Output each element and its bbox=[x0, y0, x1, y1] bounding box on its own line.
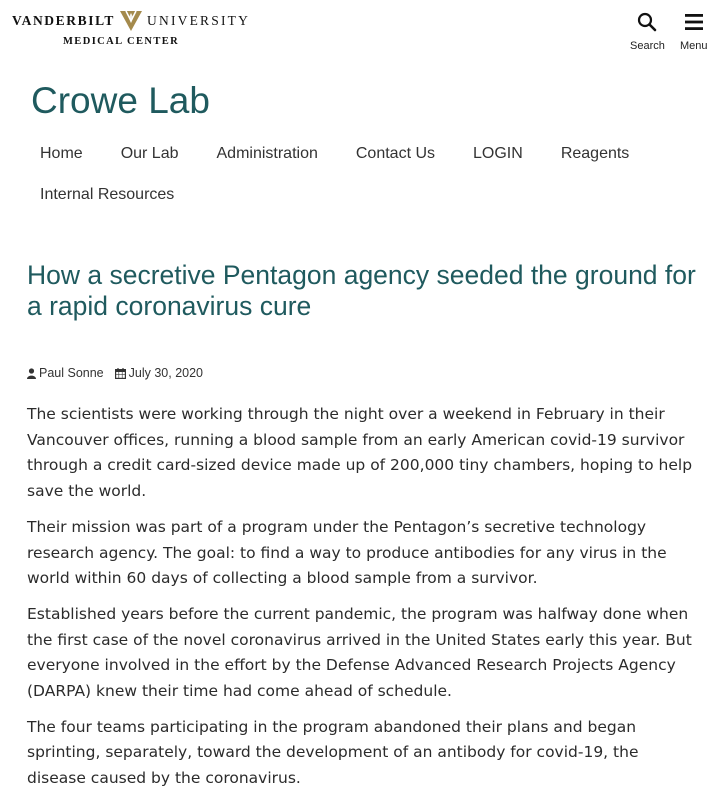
search-button[interactable] bbox=[630, 12, 665, 52]
article-date: July 30, 2020 bbox=[128, 366, 203, 380]
article-title: How a secretive Pentagon agency seeded the ground for a rapid coronavirus cure bbox=[27, 260, 696, 321]
nav-item-internal-resources[interactable]: Internal Resources bbox=[40, 186, 175, 203]
site-header bbox=[0, 0, 713, 70]
nav-item-our-lab[interactable]: Our Lab bbox=[120, 145, 179, 162]
search-icon bbox=[637, 12, 657, 32]
vanderbilt-v-oak-leaf-icon bbox=[119, 10, 143, 32]
search-label: Search bbox=[630, 40, 665, 52]
article-body bbox=[27, 402, 702, 802]
logo-word-university: UNIVERSITY bbox=[147, 13, 251, 28]
nav-item-administration[interactable]: Administration bbox=[216, 145, 318, 162]
article-author: Paul Sonne bbox=[39, 366, 104, 380]
nav-item-home[interactable]: Home bbox=[40, 145, 83, 162]
menu-label: Menu bbox=[680, 40, 708, 52]
article-paragraph: Established years before the current pandemic, the program was halfway done when the first case of the novel coronavirus arrived in the United States early this year. But everyone involved in the effort by the Defense Advanced Research Projects Agency (DARPA) knew their time had come ahead of schedule. bbox=[27, 604, 692, 701]
article-date-wrap bbox=[115, 366, 203, 380]
site-title[interactable]: Crowe Lab bbox=[31, 80, 210, 121]
article-paragraph: The four teams participating in the program abandoned their plans and began sprinting, separately, toward the development of an antibody for covid-19, the disease caused by the coronavirus. bbox=[27, 717, 639, 788]
vanderbilt-logo[interactable] bbox=[12, 10, 250, 47]
hamburger-menu-icon bbox=[684, 12, 704, 32]
article-paragraph: The scientists were working through the night over a weekend in February in their Vancouver offices, running a blood sample from an early American covid-19 survivor through a credit card-sized device made up of 200,000 tiny chambers, hoping to help save the world. bbox=[27, 405, 693, 501]
nav-item-contact-us[interactable]: Contact Us bbox=[355, 145, 436, 162]
article-meta bbox=[27, 366, 203, 380]
nav-item-reagents[interactable]: Reagents bbox=[560, 145, 630, 162]
logo-word-vanderbilt: VANDERBILT bbox=[12, 13, 116, 28]
nav-row bbox=[40, 186, 680, 208]
nav-row bbox=[40, 145, 680, 167]
calendar-icon bbox=[115, 368, 126, 379]
main-navigation bbox=[40, 145, 680, 227]
article-paragraph: Their mission was part of a program under the Pentagon’s secretive technology research agency. The goal: to find a way to produce antibodies for any virus in the world within 60 days of collecting a blood sample from a survivor. bbox=[27, 517, 667, 588]
nav-item-login[interactable]: LOGIN bbox=[473, 145, 523, 162]
menu-button[interactable] bbox=[680, 12, 708, 52]
logo-subtitle: MEDICAL CENTER bbox=[63, 36, 180, 47]
user-icon bbox=[27, 368, 36, 379]
